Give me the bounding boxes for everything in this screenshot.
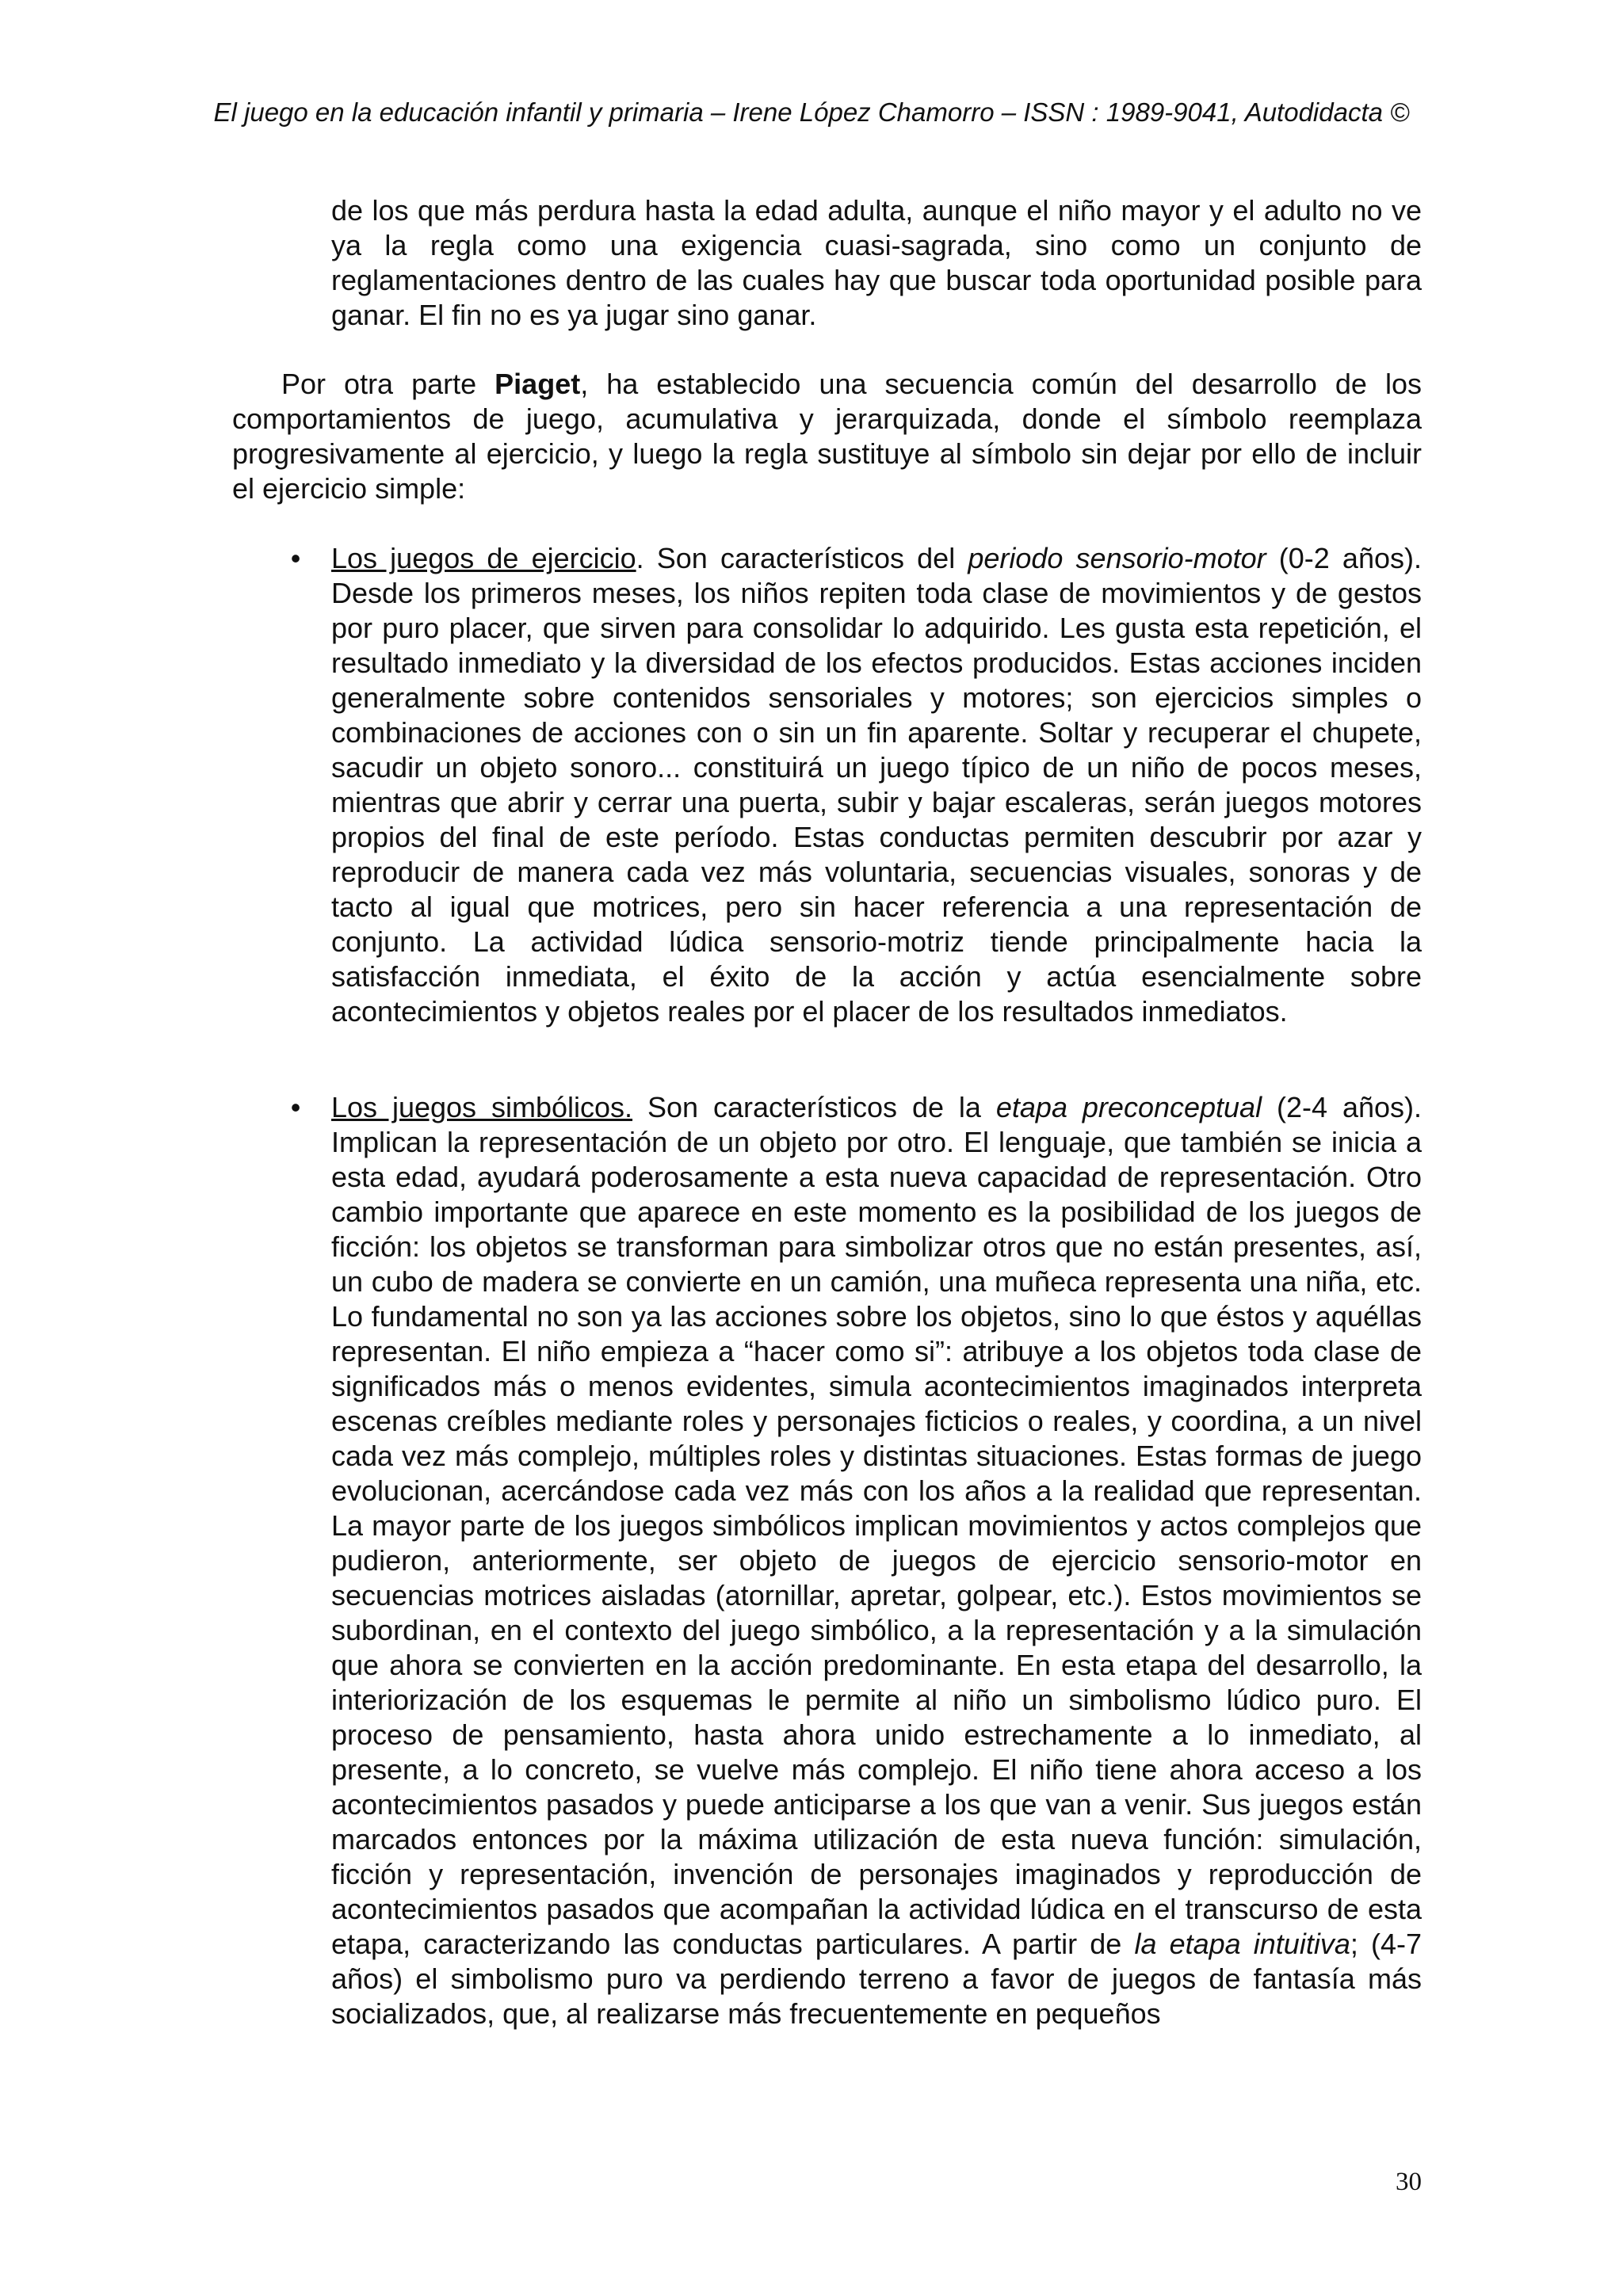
list-item-exercise-games xyxy=(290,541,1422,1029)
item-text: ; (4-7 años) el simbolismo puro va perdiendo terreno a favor de juegos de fantasía más socializados, que, al realizarse más frecuentemente en pequeños xyxy=(331,1928,1422,2030)
item-title: Los juegos de ejercicio xyxy=(331,542,636,574)
item-text: (2-4 años). Implican la representación de un objeto por otro. El lenguaje, que también se inicia a esta edad, ayudará poderosamente a esta nueva capacidad de representación. Otro cambio importante que aparece en este momento es la posibilidad de los juegos de ficción: los objetos se transforman para simbolizar otros que no están presentes, así, un cubo de madera se convierte en un camión, una muñeca representa una niña, etc. Lo fundamental no son ya las acciones sobre los objetos, sino lo que éstos y aquéllas representan. El niño empieza a “hacer como si”: atribuye a los objetos toda clase de significados más o menos evidentes, simula acontecimientos imaginados interpreta escenas creíbles mediante roles y personajes ficticios o reales, y coordina, a un nivel cada vez más complejo, múltiples roles y distintas situaciones. Estas formas de juego evolucionan, acercándose cada vez más con los años a la realidad que representan. La mayor parte de los juegos simbólicos implican movimientos y actos complejos que pudieron, anteriormente, ser objeto de juegos de ejercicio sensorio-motor en secuencias motrices aisladas (atornillar, apretar, golpear, etc.). Estos movimientos se subordinan, en el contexto del juego simbólico, a la representación y a la simulación que ahora se convierten en la acción predominante. En esta etapa del desarrollo, la interiorización de los esquemas le permite al niño un simbolismo lúdico puro. El proceso de pensamiento, hasta ahora unido estrechamente a lo inmediato, al presente, a lo concreto, se vuelve más complejo. El niño tiene ahora acceso a los acontecimientos pasados y puede anticiparse a los que van a venir. Sus juegos están marcados entonces por la máxima utilización de esta nueva función: simulación, ficción y representación, invención de personajes imaginados y reproducción de acontecimientos pasados que acompañan la actividad lúdica en el transcurso de esta etapa, caracterizando las conductas particulares. A partir de xyxy=(331,1091,1423,1960)
intro-author-name: Piaget xyxy=(495,368,581,400)
intro-text-after: , ha establecido una secuencia común del desarrollo de los comportamientos de juego, acumulativa y jerarquizada, donde el símbolo reemplaza progresivamente al ejercicio, y luego la regla sustituye al símbolo sin dejar por ello de incluir el ejercicio simple: xyxy=(232,368,1422,505)
bullet-icon: • xyxy=(290,542,301,574)
item-italic-term: la etapa intuitiva xyxy=(1134,1928,1350,1960)
intro-paragraph xyxy=(232,367,1422,506)
item-italic-term: periodo sensorio-motor xyxy=(968,542,1266,574)
list-item-symbolic-games xyxy=(290,1090,1423,2031)
item-text: (0-2 años). Desde los primeros meses, los niños repiten toda clase de movimientos y de gestos por puro placer, que sirven para consolidar lo adquirido. Les gusta esta repetición, el resultado inmediato y la diversidad de los efectos producidos. Estas acciones inciden generalmente sobre contenidos sensoriales y motores; son ejercicios simples o combinaciones de acciones con o sin un fin aparente. Soltar y recuperar el chupete, sacudir un objeto sonoro... constituirá un juego típico de un niño de pocos meses, mientras que abrir y cerrar una puerta, subir y bajar escaleras, serán juegos motores propios del final de este período. Estas conductas permiten descubrir por azar y reproducir de manera cada vez más voluntaria, secuencias visuales, sonoras y de tacto al igual que motrices, pero sin hacer referencia a una representación de conjunto. La actividad lúdica sensorio-motriz tiende principalmente hacia la satisfacción inmediata, el éxito de la acción y actúa esencialmente sobre acontecimientos y objetos reales por el placer de los resultados inmediatos. xyxy=(331,542,1422,1028)
running-header: El juego en la educación infantil y primaria – Irene López Chamorro – ISSN : 1989-9041, Autodidacta © xyxy=(213,97,1410,127)
item-title: Los juegos simbólicos. xyxy=(331,1091,633,1123)
continuation-paragraph: de los que más perdura hasta la edad adulta, aunque el niño mayor y el adulto no ve ya la regla como una exigencia cuasi-sagrada, sino como un conjunto de reglamentaciones dentro de las cuales hay que buscar toda oportunidad posible para ganar. El fin no es ya jugar sino ganar. xyxy=(331,194,1422,331)
intro-text-before: Por otra parte xyxy=(281,368,495,400)
item-text: Son característicos de la xyxy=(632,1091,996,1123)
page-number: 30 xyxy=(1396,2168,1422,2196)
item-text: . Son característicos del xyxy=(636,542,968,574)
item-italic-term: etapa preconceptual xyxy=(995,1091,1262,1123)
bullet-icon: • xyxy=(290,1091,301,1123)
